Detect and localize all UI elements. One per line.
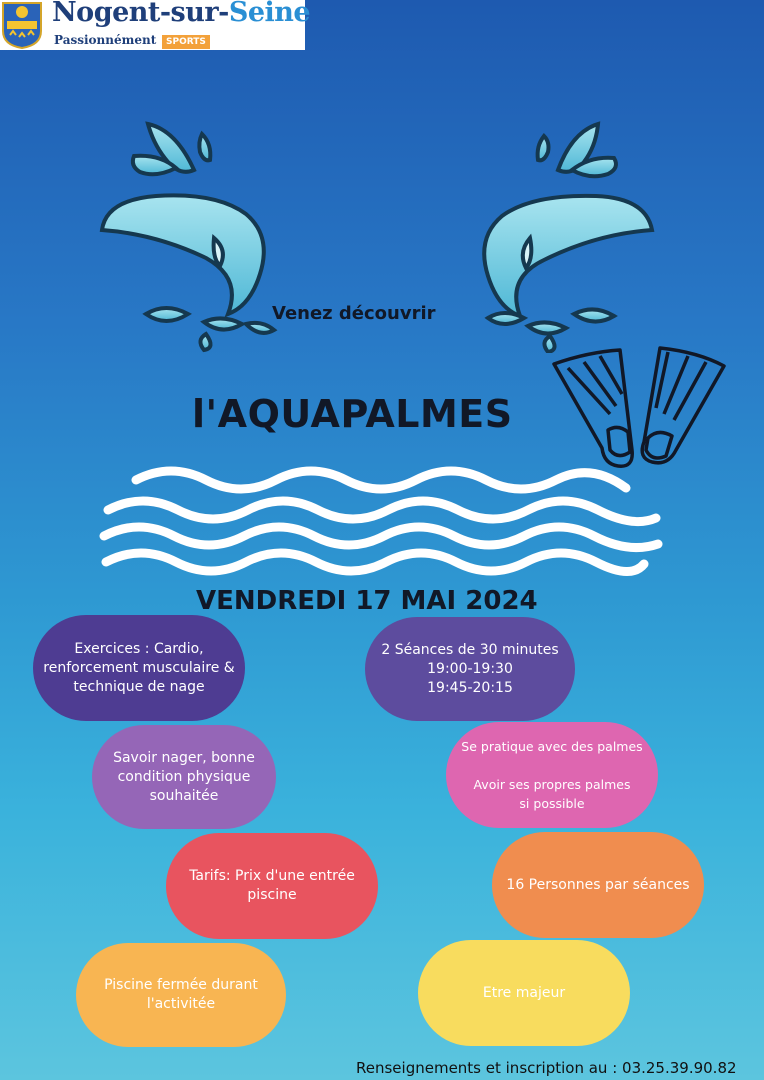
info-pill-capacity: 16 Personnes par séances — [492, 832, 704, 938]
info-pill-requirements: Savoir nager, bonne condition physique souhaitée — [92, 725, 276, 829]
water-splash-icon — [96, 118, 281, 353]
intro-text: Venez découvrir — [272, 303, 436, 324]
info-pill-adults: Etre majeur — [418, 940, 630, 1046]
town-name: Nogent-sur-Seine — [52, 0, 311, 28]
info-pill-price: Tarifs: Prix d'une entrée piscine — [166, 833, 378, 939]
event-date: VENDREDI 17 MAI 2024 — [196, 586, 538, 616]
town-logo[interactable] — [0, 0, 311, 50]
info-pill-equipment: Se pratique avec des palmes Avoir ses propres palmes si possible — [446, 722, 658, 828]
info-pill-pool-closed: Piscine fermée durant l'activitée — [76, 943, 286, 1047]
event-title: l'AQUAPALMES — [192, 392, 513, 436]
flippers-icon — [548, 344, 728, 470]
info-pill-exercises: Exercices : Cardio, renforcement musculaire & technique de nage — [33, 615, 245, 721]
sports-badge: SPORTS — [162, 35, 210, 49]
tagline: Passionnément — [54, 33, 157, 47]
contact-footer: Renseignements et inscription au : 03.25.39.90.82 — [356, 1059, 737, 1077]
crest-icon — [1, 1, 43, 49]
waves-icon — [96, 460, 666, 586]
info-pill-sessions: 2 Séances de 30 minutes 19:00-19:30 19:45-20:15 — [365, 617, 575, 721]
water-splash-icon — [468, 118, 658, 353]
